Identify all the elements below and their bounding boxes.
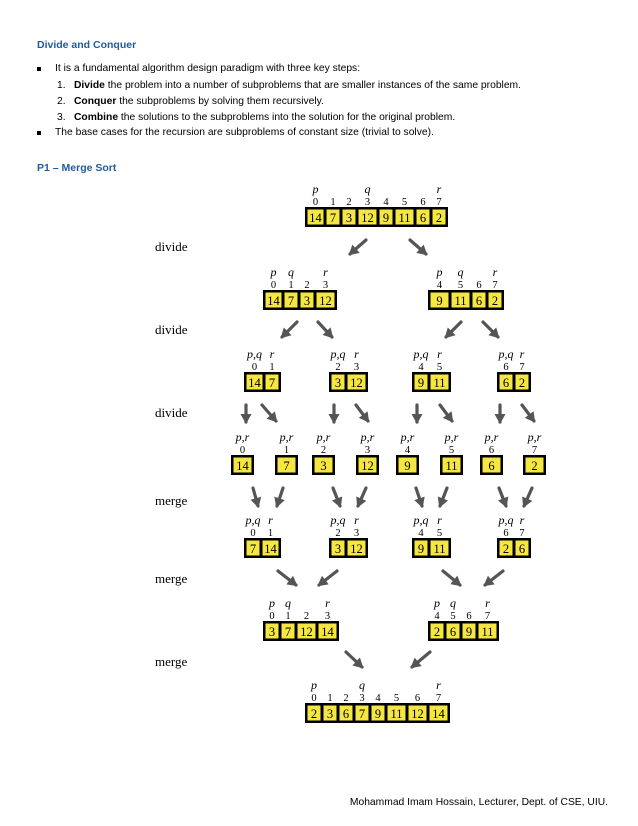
index-label: 7: [435, 693, 442, 704]
index-label: 3: [364, 197, 371, 208]
pointer-label: p,q: [330, 347, 346, 361]
cell-value: 12: [350, 542, 363, 556]
cell-value: 9: [417, 542, 425, 556]
index-label: 5: [436, 362, 443, 373]
pointer-label: r: [519, 513, 525, 527]
cell-value: 7: [287, 294, 295, 308]
cell-value: 2: [310, 707, 318, 721]
pointer-label: q: [450, 596, 456, 610]
pointer-label: p,q: [330, 513, 346, 527]
cell-value: 11: [433, 376, 446, 390]
stage-label: merge: [155, 654, 188, 669]
pointer-label: p: [434, 596, 440, 610]
index-label: 2: [346, 197, 352, 208]
index-label: 0: [250, 528, 256, 539]
pointer-label: p,q: [498, 347, 514, 361]
cell-value: 11: [454, 294, 467, 308]
step-term: Combine: [74, 112, 119, 123]
cell-value: 3: [268, 625, 276, 639]
cell-value: 14: [236, 459, 249, 473]
index-label: 2: [343, 693, 349, 704]
index-label: 0: [312, 197, 319, 208]
cell-value: 6: [342, 707, 350, 721]
index-label: 1: [283, 445, 290, 456]
index-label: 4: [434, 611, 440, 622]
index-label: 5: [436, 528, 443, 539]
pointer-label: q: [457, 265, 464, 279]
index-label: 6: [420, 197, 426, 208]
index-label: 5: [393, 693, 400, 704]
cell-value: 11: [445, 459, 458, 473]
cell-value: 6: [502, 376, 510, 390]
index-label: 6: [488, 445, 495, 456]
cell-value: 11: [433, 542, 446, 556]
index-label: 6: [476, 280, 482, 291]
index-label: 7: [531, 445, 538, 456]
cell-value: 6: [518, 542, 526, 556]
index-label: 1: [327, 693, 333, 704]
cell-value: 2: [502, 542, 510, 556]
index-label: 4: [418, 528, 424, 539]
footer-author: Mohammad Imam Hossain, Lecturer, Dept. of CSE, UIU.: [349, 797, 608, 808]
pointer-label: p,r: [316, 430, 331, 444]
step-text: the problem into a number of subproblems that are smaller instances of the same problem.: [104, 80, 521, 91]
index-label: 6: [503, 528, 509, 539]
pointer-label: r: [325, 596, 330, 610]
arrow-head: [329, 414, 340, 424]
pointer-label: p,r: [527, 430, 542, 444]
bullet-text: It is a fundamental algorithm design paradigm with three key steps:: [55, 63, 361, 74]
step-term: Conquer: [74, 96, 117, 107]
pointer-label: q: [288, 265, 294, 279]
pointer-label: p,q: [413, 513, 429, 527]
pointer-label: r: [437, 347, 442, 361]
cell-value: 14: [321, 625, 334, 639]
index-label: 6: [466, 611, 472, 622]
cell-value: 2: [435, 211, 443, 225]
pointer-label: p,r: [360, 430, 375, 444]
pointer-label: p,q: [245, 513, 261, 527]
index-label: 2: [320, 445, 327, 456]
pointer-label: p: [312, 182, 319, 196]
index-label: 5: [457, 280, 464, 291]
pointer-label: q: [364, 182, 371, 196]
cell-value: 14: [432, 707, 445, 721]
index-label: 3: [364, 445, 371, 456]
cell-value: 7: [249, 542, 257, 556]
arrow-head: [412, 414, 423, 424]
stage-label: merge: [155, 571, 188, 586]
cell-value: 2: [531, 459, 538, 473]
index-label: 4: [404, 445, 411, 456]
index-label: 4: [375, 693, 381, 704]
stage-label: divide: [155, 239, 188, 254]
index-label: 7: [492, 280, 498, 291]
index-label: 0: [239, 445, 246, 456]
cell-value: 11: [398, 211, 411, 225]
stage-label: merge: [155, 493, 188, 508]
cell-value: 3: [334, 542, 342, 556]
pointer-label: r: [436, 678, 441, 692]
step-text: the subproblems by solving them recursively.: [116, 96, 324, 107]
index-label: 2: [335, 528, 341, 539]
cell-value: 7: [329, 211, 337, 225]
cell-value: 12: [300, 625, 313, 639]
cell-value: 3: [326, 707, 334, 721]
index-label: 1: [285, 611, 291, 622]
cell-value: 2: [491, 294, 499, 308]
cell-value: 11: [481, 625, 494, 639]
pointer-label: r: [323, 265, 328, 279]
index-label: 4: [436, 280, 443, 291]
cell-value: 7: [358, 707, 366, 721]
index-label: 3: [324, 611, 331, 622]
cell-value: 9: [465, 625, 473, 639]
pointer-label: p: [436, 265, 443, 279]
cell-value: 7: [284, 625, 292, 639]
pointer-label: r: [354, 347, 359, 361]
cell-value: 7: [268, 376, 276, 390]
cell-value: 12: [361, 459, 374, 473]
index-label: 2: [303, 611, 310, 622]
cell-value: 14: [267, 294, 280, 308]
pointer-label: p,r: [444, 430, 459, 444]
cell-value: 7: [283, 459, 290, 473]
cell-value: 12: [319, 294, 332, 308]
index-label: 7: [484, 611, 491, 622]
pointer-label: p,q: [498, 513, 514, 527]
cell-value: 12: [411, 707, 424, 721]
cell-value: 3: [320, 459, 327, 473]
index-label: 7: [436, 197, 442, 208]
pointer-label: p: [269, 596, 275, 610]
pointer-label: p,r: [279, 430, 294, 444]
pointer-label: p,r: [235, 430, 250, 444]
index-label: 0: [270, 280, 277, 291]
bullet-text: The base cases for the recursion are subproblems of constant size (trivial to solve).: [55, 127, 434, 138]
cell-value: 14: [309, 211, 322, 225]
cell-value: 14: [264, 542, 277, 556]
cell-value: 2: [518, 376, 526, 390]
step-number: 3.: [57, 112, 66, 123]
arrow-head: [495, 414, 506, 424]
cell-value: 3: [345, 211, 353, 225]
step-text: the solutions to the subproblems into the solution for the original problem.: [118, 112, 456, 123]
pointer-label: r: [485, 596, 490, 610]
pointer-label: p,r: [484, 430, 499, 444]
pointer-label: p,r: [400, 430, 415, 444]
cell-value: 6: [475, 294, 483, 308]
index-label: 3: [322, 280, 329, 291]
index-label: 7: [519, 528, 525, 539]
index-label: 4: [383, 197, 389, 208]
cell-value: 9: [417, 376, 425, 390]
index-label: 1: [267, 528, 274, 539]
index-label: 5: [401, 197, 408, 208]
index-label: 0: [251, 362, 258, 373]
arrow-head: [241, 414, 252, 424]
pointer-label: q: [285, 596, 291, 610]
index-label: 4: [418, 362, 424, 373]
cell-value: 12: [350, 376, 363, 390]
step-term: Divide: [74, 80, 105, 91]
index-label: 2: [304, 280, 310, 291]
cell-value: 6: [488, 459, 495, 473]
index-label: 1: [330, 197, 336, 208]
cell-value: 6: [449, 625, 457, 639]
index-label: 1: [288, 280, 294, 291]
pointer-label: r: [436, 182, 442, 196]
cell-value: 6: [419, 211, 427, 225]
cell-value: 11: [390, 707, 403, 721]
index-label: 0: [311, 693, 317, 704]
pointer-label: p: [311, 678, 317, 692]
stage-label: divide: [155, 322, 188, 337]
index-label: 5: [450, 611, 456, 622]
pointer-label: r: [492, 265, 498, 279]
cell-value: 9: [404, 459, 411, 473]
cell-value: 2: [433, 625, 441, 639]
cell-value: 9: [382, 211, 390, 225]
index-label: 5: [448, 445, 455, 456]
pointer-label: q: [359, 678, 365, 692]
index-label: 7: [519, 362, 525, 373]
index-label: 3: [359, 693, 365, 704]
cell-value: 14: [248, 376, 261, 390]
step-number: 2.: [57, 96, 66, 107]
index-label: 0: [269, 611, 275, 622]
pointer-label: r: [268, 513, 273, 527]
section-title-merge-sort: P1 – Merge Sort: [37, 162, 117, 174]
index-label: 1: [269, 362, 275, 373]
cell-value: 9: [374, 707, 382, 721]
pointer-label: r: [354, 513, 359, 527]
index-label: 3: [353, 528, 360, 539]
section-title-divide-and-conquer: Divide and Conquer: [37, 39, 137, 51]
index-label: 6: [414, 693, 421, 704]
cell-value: 3: [334, 376, 342, 390]
pointer-label: p: [270, 265, 277, 279]
stage-label: divide: [155, 405, 188, 420]
index-label: 6: [503, 362, 509, 373]
index-label: 3: [353, 362, 360, 373]
pointer-label: p,q: [413, 347, 429, 361]
pointer-label: r: [437, 513, 442, 527]
pointer-label: p,q: [247, 347, 262, 361]
cell-value: 12: [361, 211, 374, 225]
cell-value: 9: [436, 294, 443, 308]
step-number: 1.: [57, 80, 66, 91]
cell-value: 3: [303, 294, 311, 308]
pointer-label: r: [519, 347, 525, 361]
index-label: 2: [335, 362, 341, 373]
pointer-label: r: [269, 347, 275, 361]
